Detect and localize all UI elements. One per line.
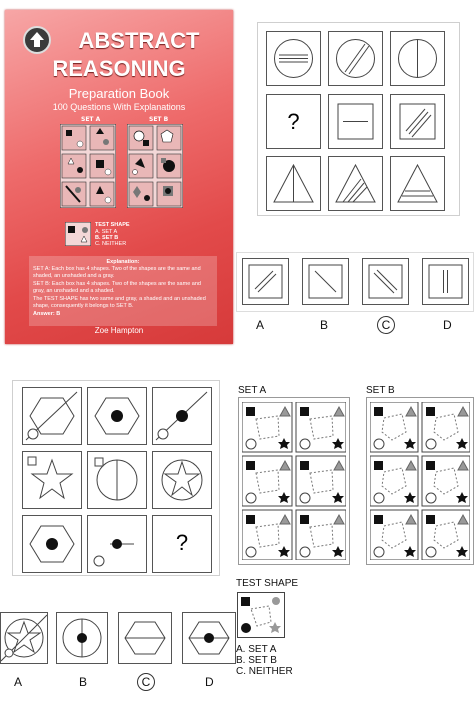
puzzle1-cell-2 (328, 31, 383, 86)
puzzle2-option-b-box[interactable] (56, 612, 108, 664)
puzzle1-cell-6 (390, 94, 445, 149)
cover-set-b-label: SET B (149, 116, 169, 123)
explanation-panel (29, 256, 217, 326)
puzzle3-test-shape-label: TEST SHAPE (236, 578, 299, 589)
puzzle1-option-c-box[interactable] (362, 258, 409, 305)
explanation-heading: Explanation: (106, 259, 140, 265)
puzzle3-test-shape (237, 592, 285, 638)
cover-set-b-grid (127, 124, 183, 208)
cover-author: Zoe Hampton (94, 326, 144, 335)
puzzle1-cell-8 (328, 156, 383, 211)
cover-subtitle: Preparation Book (68, 86, 170, 101)
puzzle2-cell-4 (22, 451, 82, 509)
cover-opt-a: A. SET A (95, 229, 118, 235)
puzzle3-set-a-grid (242, 402, 346, 560)
cover-title-line2: REASONING (52, 56, 186, 81)
puzzle2-cell-2 (87, 387, 147, 445)
puzzle1-cell-7 (266, 156, 321, 211)
puzzle1-cell-3 (390, 31, 445, 86)
puzzle2-option-a-box[interactable] (0, 612, 48, 664)
book-cover (5, 10, 233, 344)
cover-test-shape-label: TEST SHAPE (95, 222, 130, 228)
puzzle3-set-a-label: SET A (238, 385, 267, 396)
puzzle1-cell-9 (390, 156, 445, 211)
puzzle3-opt-c[interactable]: C. NEITHER (236, 666, 293, 677)
explanation-answer: Answer: B (33, 311, 61, 317)
puzzle2-cell-3 (152, 387, 212, 445)
puzzle2-cell-6 (152, 451, 212, 509)
puzzle2-cell-5 (87, 451, 147, 509)
cover-opt-c: C. NEITHER (95, 241, 127, 247)
cover-test-shape (65, 222, 91, 246)
puzzle2-question-mark: ? (175, 530, 189, 555)
puzzle2-option-a-label[interactable]: A (14, 675, 23, 689)
puzzle1-cell-question (266, 94, 321, 149)
cover-set-a-grid (60, 124, 116, 208)
cover-title-line1: ABSTRACT (78, 28, 200, 53)
puzzle1-option-d-label[interactable]: D (443, 318, 452, 332)
puzzle1-option-a-box[interactable] (242, 258, 289, 305)
puzzle2-option-b-label[interactable]: B (79, 675, 88, 689)
puzzle1-option-a-label[interactable]: A (256, 318, 265, 332)
puzzle2-option-d-label[interactable]: D (205, 675, 214, 689)
puzzle2-option-d-box[interactable] (182, 612, 236, 664)
puzzle3-opt-a[interactable]: A. SET A (236, 644, 277, 655)
puzzle2-cell-7 (22, 515, 82, 573)
puzzle2-cell-question (152, 515, 212, 573)
cover-set-a-label: SET A (81, 116, 101, 123)
puzzle2-cell-8 (87, 515, 147, 573)
puzzle1-question-mark: ? (287, 109, 300, 134)
puzzle1-option-d-box[interactable] (422, 258, 469, 305)
puzzle2-option-c-box[interactable] (118, 612, 172, 664)
puzzle3-opt-b[interactable]: B. SET B (236, 655, 277, 666)
puzzle1-cell-5 (328, 94, 383, 149)
puzzle1-option-b-label[interactable]: B (320, 318, 329, 332)
puzzle2-cell-1 (22, 387, 82, 445)
puzzle1-cell-1 (266, 31, 321, 86)
puzzle3-set-b-grid (370, 402, 470, 560)
cover-opt-b: B. SET B (95, 235, 119, 241)
cover-tagline: 100 Questions With Explanations (52, 102, 186, 112)
explanation-set-b: SET B: Each box has 4 shapes. Two of the shapes are the same and gray, an unshaded and a shaded. (33, 281, 201, 294)
puzzle3-set-b-label: SET B (366, 385, 395, 396)
explanation-set-a: SET A: Each box has 4 shapes. Two of the shapes are the same and shaded, an unshaded and a gray. (33, 266, 201, 279)
puzzle1-option-b-box[interactable] (302, 258, 349, 305)
puzzle1-option-c-label-selected[interactable]: C (377, 316, 395, 334)
explanation-test: The TEST SHAPE has two same and gray, a shaded and an unshaded shape, consequently it belongs to SET B. (33, 296, 206, 309)
puzzle2-option-c-label-selected[interactable]: C (137, 673, 155, 691)
